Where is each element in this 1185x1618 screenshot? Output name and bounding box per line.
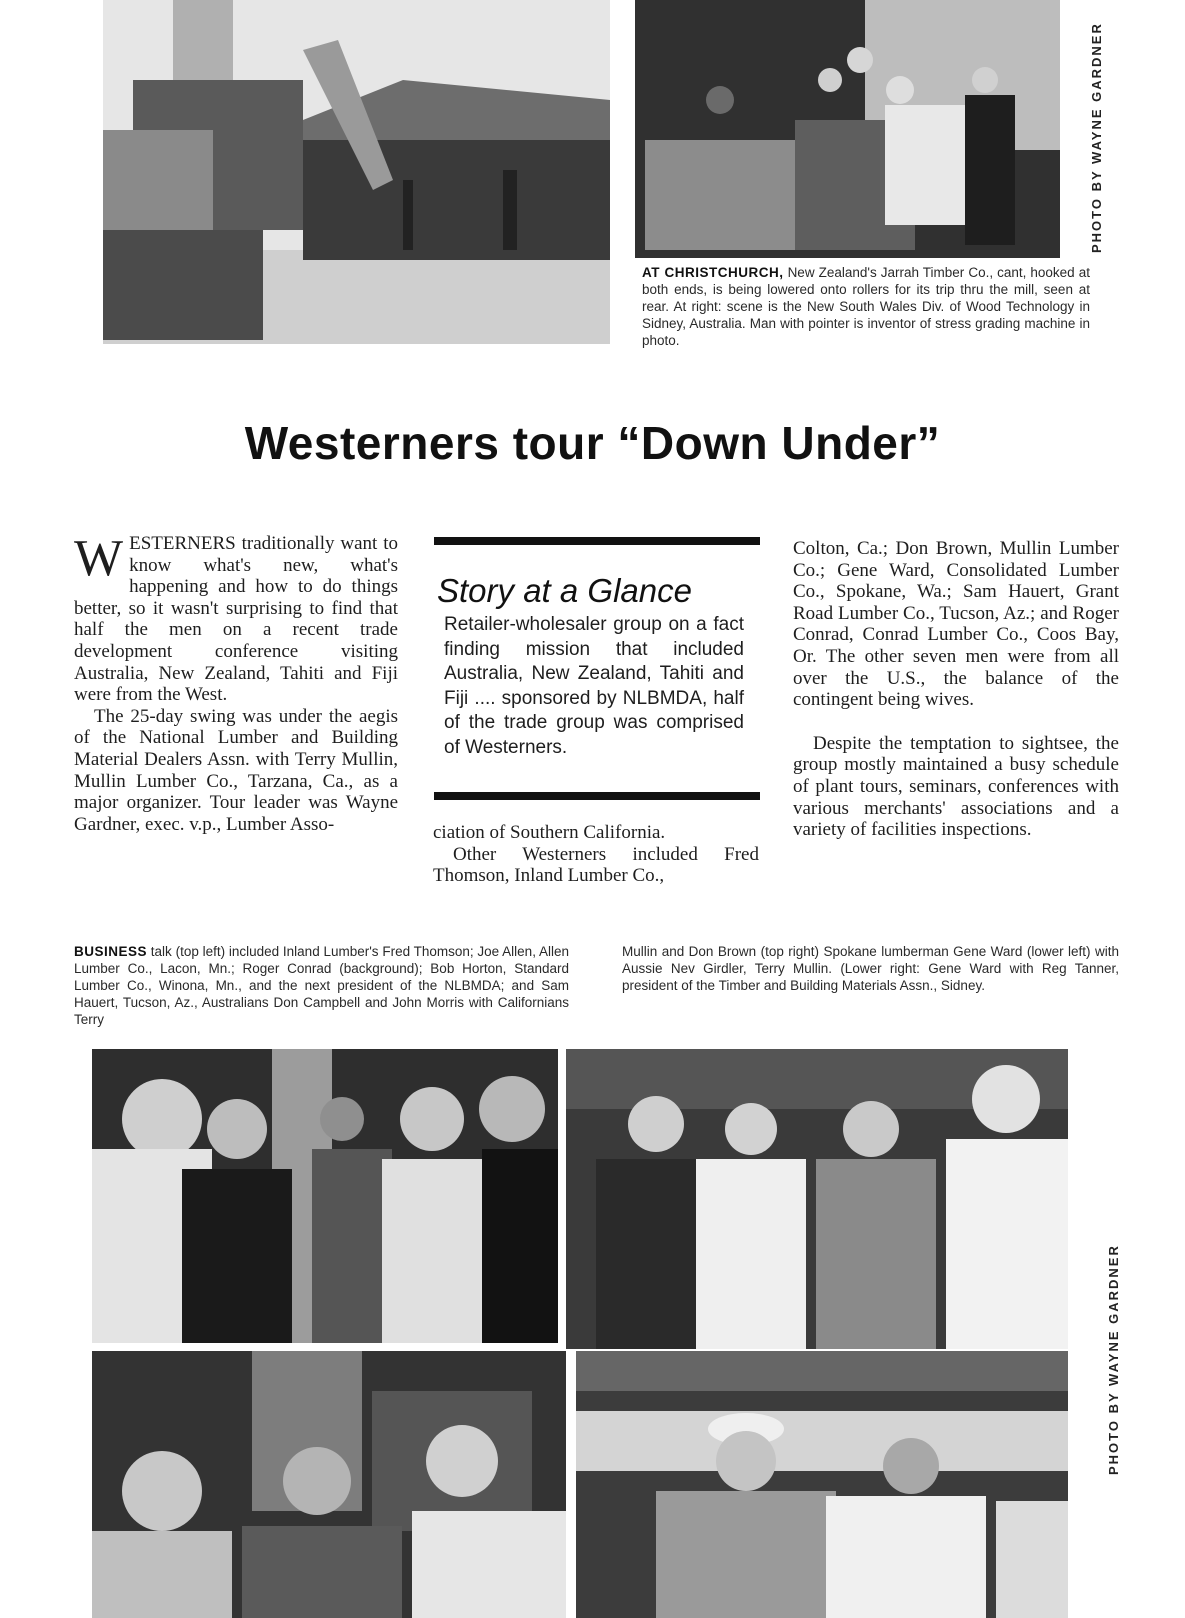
business-talk-photo-bottom-right [576,1351,1068,1618]
article-column-1 [74,530,398,835]
business-talk-photo-top-right [566,1049,1068,1349]
col2-paragraph-2: Other Westerners included Fred Thomson, Inland Lumber Co., [433,843,759,887]
paragraph-2: The 25-day swing was under the aegis of the National Lumber and Building Material Dealers Assn. with Terry Mullin, Mullin Lumber Co., Tarzana, Ca., as a major organizer. Tour leader was Wayne Gardner, exec. v.p., Lumber Asso- [74,705,398,835]
paragraph-1-text: ESTERNERS traditionally want to know what's new, what's happening and how to do things better, so it wasn't surprising to find that half the men on a recent trade development conference visiting Australia, New Zealand, Tahiti and Fiji were from the West. [74,533,398,706]
mill-yard-photo [103,0,610,344]
bottom-caption-left-text: talk (top left) included Inland Lumber's Fred Thomson; Joe Allen, Allen Lumber Co., Lacon, Mn.; Roger Conrad (background); Bob Horton, Standard Lumber Co., Winona, Mn., and the next president of the NLBMDA; and Sam Hauert, Tucson, Az., Australians Don Campbell and John Morris with Californians Terry [74,944,569,1027]
wood-technology-lab-photo [635,0,1060,258]
article-column-3 [793,538,1119,841]
bottom-caption-right: Mullin and Don Brown (top right) Spokane lumberman Gene Ward (lower left) with Aussie Nev Girdler, Terry Mullin. (Lower right: Gene Ward with Reg Tanner, president of the Timber and Building Materials Assn., Sidney. [622,944,1119,993]
col2-paragraph-1: ciation of Southern California. [433,822,666,843]
glance-bottom-rule [434,792,760,800]
bottom-caption-lead: BUSINESS [74,944,148,959]
article-column-2 [433,822,759,887]
caption-text: New Zealand's Jarrah Timber Co., cant, hooked at both ends, is being lowered onto rollers for its trip thru the mill, seen at rear. At right: scene is the New South Wales Div. of Wood Technology in Sidney, Australia. Man with pointer is inventor of stress grading machine in photo. [642,265,1090,348]
business-talk-photo-bottom-left [92,1351,566,1618]
top-photo-caption [642,264,1090,349]
col3-paragraph-2: Despite the temptation to sightsee, the group mostly maintained a busy schedule of plant tours, seminars, conferences with various merchants' associations and a variety of facilities inspections. [793,732,1119,841]
col3-paragraph-1: Colton, Ca.; Don Brown, Mullin Lumber Co.; Gene Ward, Consolidated Lumber Co., Spokane, Wa.; Sam Hauert, Grant Road Lumber Co., Tucson, Az.; and Roger Conrad, Conrad Lumber Co., Coos Bay, Or. The other seven men were from all over the U.S., the balance of the contingent being wives. [793,538,1119,711]
business-talk-photo-top-left [92,1049,558,1343]
paragraph-1 [74,530,398,706]
glance-body: Retailer-wholesaler group on a fact finding mission that included Australia, New Zealand, Tahiti and Fiji .... sponsored by NLBMDA, half of the trade group was comprised of Westerners. [444,614,744,758]
bottom-caption-left [74,943,569,1028]
caption-lead: AT CHRISTCHURCH, [642,265,784,280]
glance-top-rule [434,537,760,545]
photo-credit-top: PHOTO BY WAYNE GARDNER [1089,22,1104,253]
article-headline: Westerners tour “Down Under” [244,417,941,469]
glance-title: Story at a Glance [437,572,692,609]
drop-cap: W [74,530,124,587]
photo-credit-bottom: PHOTO BY WAYNE GARDNER [1106,1244,1121,1475]
